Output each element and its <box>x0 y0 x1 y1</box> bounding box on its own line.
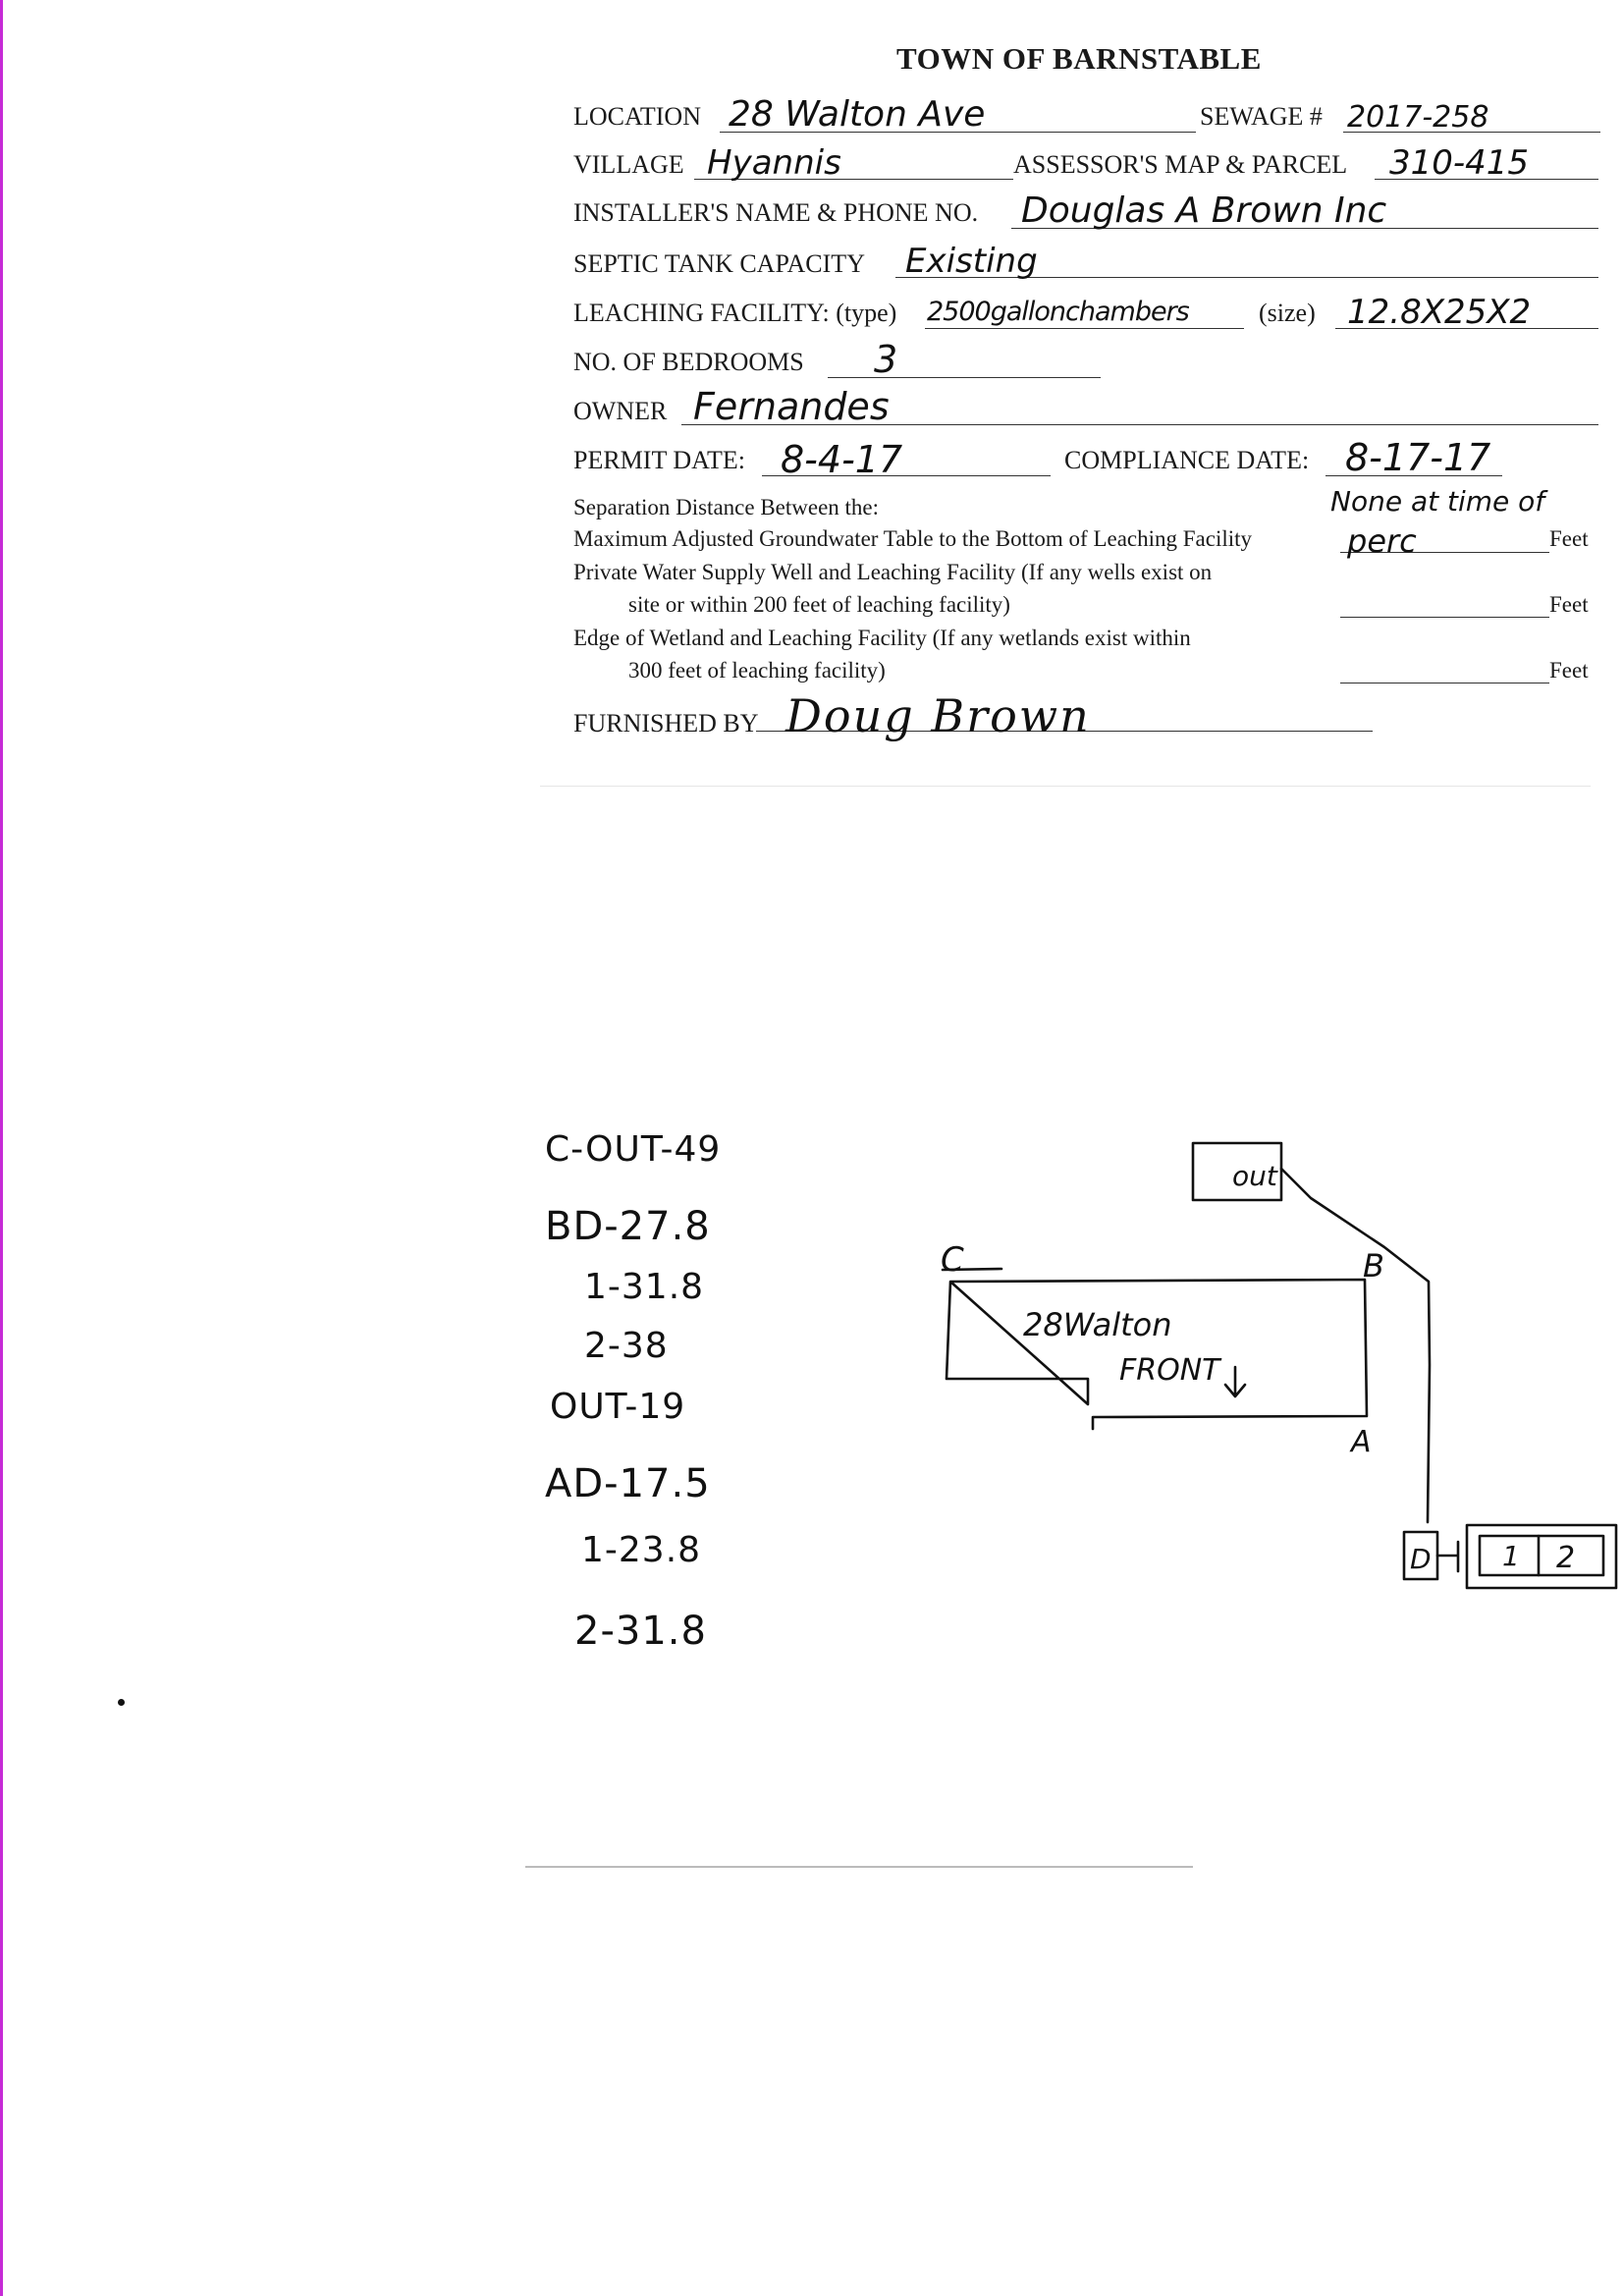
front-arrow <box>1225 1367 1245 1396</box>
furnished-signature: Doug Brown <box>785 689 1091 742</box>
scan-speck <box>118 1699 125 1706</box>
permit-label: PERMIT DATE: <box>573 446 746 474</box>
groundwater-line: Maximum Adjusted Groundwater Table to the Bottom of Leaching Facility <box>573 526 1253 551</box>
out-label: out <box>1232 1160 1277 1192</box>
pipe-line <box>1281 1169 1430 1522</box>
map-parcel-value: 310-415 <box>1389 143 1530 183</box>
furnished-label: FURNISHED BY <box>573 709 759 738</box>
size-value: 12.8X25X2 <box>1347 293 1532 332</box>
d-box-label: D <box>1410 1543 1432 1575</box>
measurement-b1: 1-31.8 <box>584 1267 705 1307</box>
scan-faint-line <box>540 786 1591 787</box>
septic-label: SEPTIC TANK CAPACITY <box>573 249 865 278</box>
measurement-a2: 2-31.8 <box>574 1609 707 1654</box>
sewage-label: SEWAGE # <box>1200 102 1323 131</box>
measurement-ad: AD-17.5 <box>545 1461 711 1506</box>
sewage-value: 2017-258 <box>1347 100 1489 135</box>
chamber-2-label: 2 <box>1556 1541 1576 1575</box>
compliance-label: COMPLIANCE DATE: <box>1064 446 1310 474</box>
corner-b-label: B <box>1363 1247 1384 1285</box>
groundwater-value-line2: perc <box>1347 522 1417 560</box>
corner-c-label: C <box>941 1240 964 1280</box>
measurement-bd: BD-27.8 <box>545 1204 711 1249</box>
owner-label: OWNER <box>573 397 668 425</box>
well-feet: Feet <box>1549 592 1589 617</box>
septic-value: Existing <box>905 242 1038 281</box>
well-line2: site or within 200 feet of leaching facility) <box>628 592 1010 617</box>
chamber-1-label: 1 <box>1502 1540 1520 1572</box>
groundwater-value-line1: None at time of <box>1330 485 1545 518</box>
location-label: LOCATION <box>573 102 701 131</box>
owner-value: Fernandes <box>693 385 890 428</box>
wetland-line2: 300 feet of leaching facility) <box>628 658 886 683</box>
size-label: (size) <box>1259 299 1316 327</box>
installer-label: INSTALLER'S NAME & PHONE NO. <box>573 198 979 227</box>
separation-heading: Separation Distance Between the: <box>573 495 880 519</box>
bedrooms-label: NO. OF BEDROOMS <box>573 348 804 376</box>
wetland-line1: Edge of Wetland and Leaching Facility (If any wetlands exist within <box>573 626 1191 650</box>
measurement-out: OUT-19 <box>550 1387 686 1427</box>
leaching-type-label: LEACHING FACILITY: (type) <box>573 299 897 327</box>
wetland-feet: Feet <box>1549 658 1589 683</box>
measurement-a1: 1-23.8 <box>581 1530 702 1570</box>
front-label: FRONT <box>1119 1353 1220 1388</box>
installer-value: Douglas A Brown Inc <box>1021 191 1387 231</box>
form-title: TOWN OF BARNSTABLE <box>896 41 1262 76</box>
measurement-c-out: C-OUT-49 <box>545 1129 722 1170</box>
leaching-type-value: 2500gallonchambers <box>927 297 1189 327</box>
corner-a-label: A <box>1351 1425 1372 1459</box>
well-line1: Private Water Supply Well and Leaching Facility (If any wells exist on <box>573 560 1213 584</box>
village-value: Hyannis <box>707 143 841 183</box>
compliance-value: 8-17-17 <box>1345 436 1491 479</box>
location-value: 28 Walton Ave <box>729 94 986 135</box>
village-label: VILLAGE <box>573 150 684 179</box>
map-parcel-label: ASSESSOR'S MAP & PARCEL <box>1013 150 1348 179</box>
house-label: 28Walton <box>1023 1306 1172 1343</box>
scan-fold-line <box>525 1866 1193 1868</box>
permit-value: 8-4-17 <box>781 438 903 481</box>
d-box-connector <box>1437 1542 1458 1571</box>
measurement-b2: 2-38 <box>584 1326 669 1366</box>
chamber-inner <box>1480 1536 1603 1575</box>
groundwater-feet: Feet <box>1549 526 1589 551</box>
chamber-outer <box>1467 1525 1616 1588</box>
bedrooms-value: 3 <box>874 338 898 381</box>
